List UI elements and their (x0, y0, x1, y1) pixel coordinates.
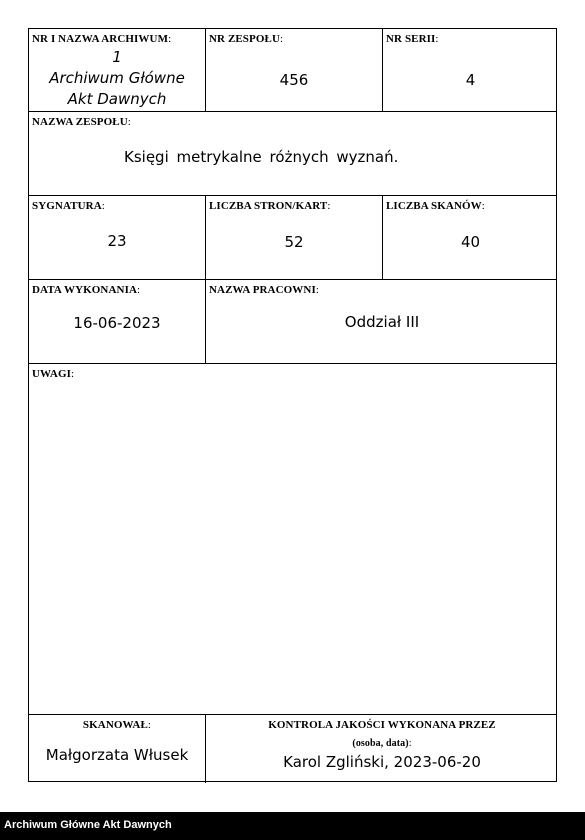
pages-cell (205, 196, 382, 279)
qc-sublabel: (osoba, data): (352, 738, 412, 749)
workshop-label: NAZWA PRACOWNI: (209, 284, 319, 296)
row-archive (29, 29, 556, 112)
series-number-label: NR SERII: (386, 33, 439, 45)
series-number: 4 (465, 71, 476, 89)
scanned-by: Małgorzata Włusek (45, 746, 189, 764)
workshop-cell (205, 280, 558, 363)
workshop: Oddział III (344, 313, 420, 331)
scanned-by-label: SKANOWAŁ: (82, 719, 152, 731)
date-label: DATA WYKONANIA: (32, 284, 141, 296)
fonds-name-cell (29, 112, 558, 195)
scans: 40 (460, 233, 481, 251)
notes-label: UWAGI: (32, 368, 75, 380)
signature: 23 (107, 232, 127, 250)
row-fonds-name (29, 112, 556, 196)
fonds-number-label: NR ZESPOŁU: (209, 33, 284, 45)
scans-label: LICZBA SKANÓW: (386, 200, 485, 212)
archive-cell (29, 29, 205, 111)
metadata-form (28, 28, 557, 782)
fonds-name: Księgi metrykalne różnych wyznań. (124, 148, 399, 166)
archive-number: 1 (112, 48, 122, 66)
pages: 52 (284, 233, 304, 251)
pages-label: LICZBA STRON/KART: (209, 200, 331, 212)
scans-cell (382, 196, 558, 279)
fonds-name-label: NAZWA ZESPOŁU: (32, 116, 131, 128)
archive-label: NR I NAZWA ARCHIWUM: (32, 33, 172, 45)
notes-cell (29, 364, 558, 714)
signature-label: SYGNATURA: (32, 200, 105, 212)
fonds-number: 456 (279, 71, 309, 89)
footer-text: Archiwum Główne Akt Dawnych (4, 819, 172, 831)
archive-name-line1: Archiwum Główne (49, 69, 185, 87)
archive-name-line2: Akt Dawnych (67, 90, 167, 108)
footer-bar (0, 812, 585, 840)
fonds-number-cell (205, 29, 382, 111)
qc-value: Karol Zgliński, 2023-06-20 (283, 753, 481, 771)
row-date-workshop (29, 280, 556, 364)
series-number-cell (382, 29, 558, 111)
qc-cell (205, 715, 558, 783)
row-notes (29, 364, 556, 715)
qc-label: KONTROLA JAKOŚCI WYKONANA PRZEZ (268, 719, 496, 731)
date-cell (29, 280, 205, 363)
row-signoff (29, 715, 556, 783)
signature-cell (29, 196, 205, 279)
row-counts (29, 196, 556, 280)
scanned-by-cell (29, 715, 205, 783)
date: 16-06-2023 (73, 314, 161, 332)
